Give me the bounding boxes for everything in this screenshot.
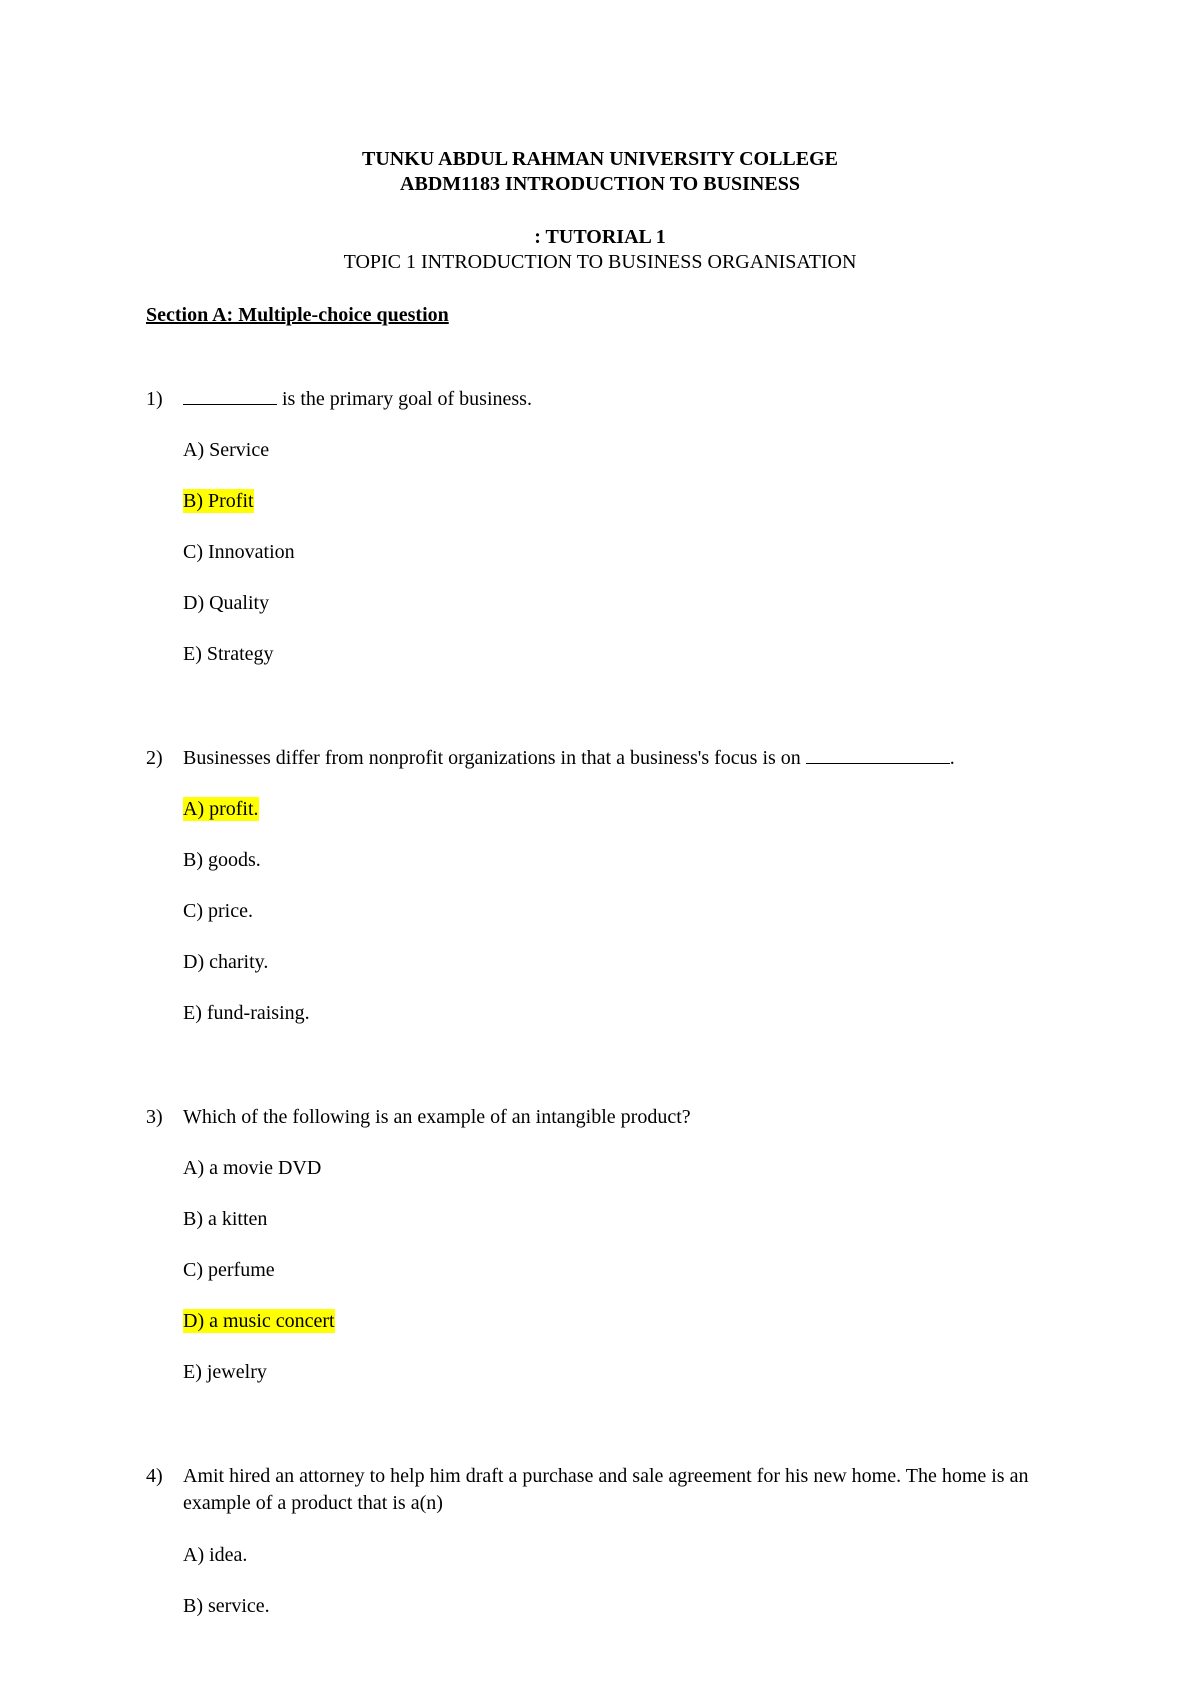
option-3d-correct: D) a music concert: [183, 1310, 335, 1332]
question-text: Amit hired an attorney to help him draft a purchase and sale agreement for his new home. The home is an example of a product that is a(n): [183, 1465, 1029, 1514]
course-title: ABDM1183 INTRODUCTION TO BUSINESS: [400, 173, 800, 195]
option-2c: C) price.: [183, 900, 253, 922]
option-2e: E) fund-raising.: [183, 1002, 310, 1024]
option-1d: D) Quality: [183, 592, 270, 614]
question-number: 1): [146, 388, 163, 410]
option-4b: B) service.: [183, 1595, 270, 1617]
question-text: Which of the following is an example of an intangible product?: [183, 1106, 691, 1128]
option-3e: E) jewelry: [183, 1361, 267, 1383]
option-3c: C) perfume: [183, 1259, 275, 1281]
answer-blank: [183, 386, 277, 405]
option-3a: A) a movie DVD: [183, 1157, 322, 1179]
answer-blank: [806, 745, 950, 764]
option-2a-correct: A) profit.: [183, 798, 259, 820]
option-1c: C) Innovation: [183, 541, 295, 563]
question-text: is the primary goal of business.: [183, 386, 1043, 413]
option-2d: D) charity.: [183, 951, 269, 973]
option-2b: B) goods.: [183, 849, 261, 871]
option-1a: A) Service: [183, 439, 270, 461]
question-number: 2): [146, 747, 163, 769]
question-text: Businesses differ from nonprofit organizations in that a business's focus is on .: [183, 747, 955, 769]
section-title: Section A: Multiple-choice question: [146, 304, 449, 326]
question-number: 4): [146, 1465, 163, 1487]
tutorial-title: : TUTORIAL 1: [534, 226, 666, 248]
option-1e: E) Strategy: [183, 643, 274, 665]
question-number: 3): [146, 1106, 163, 1128]
institution-title: TUNKU ABDUL RAHMAN UNIVERSITY COLLEGE: [362, 148, 838, 170]
option-4a: A) idea.: [183, 1544, 248, 1566]
option-1b-correct: B) Profit: [183, 490, 254, 512]
option-3b: B) a kitten: [183, 1208, 268, 1230]
topic-title: TOPIC 1 INTRODUCTION TO BUSINESS ORGANISATION: [343, 251, 857, 273]
